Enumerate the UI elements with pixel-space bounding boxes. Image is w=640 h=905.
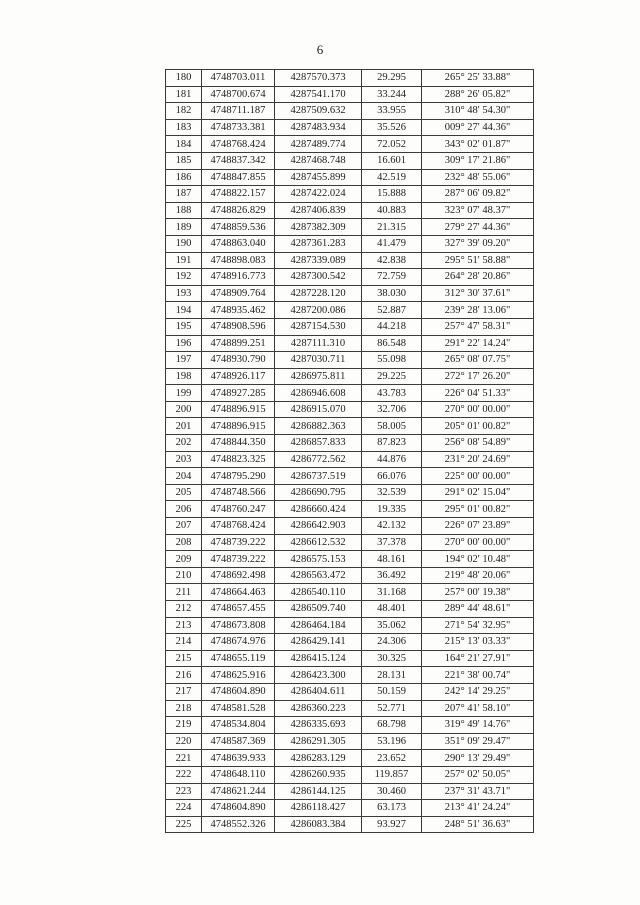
distance-cell: 42.519 bbox=[362, 169, 422, 186]
y-coordinate-cell: 4286283.129 bbox=[275, 750, 362, 767]
bearing-cell: 291° 02' 15.04" bbox=[422, 484, 534, 501]
table-row bbox=[166, 766, 534, 783]
y-coordinate-cell: 4287489.774 bbox=[275, 136, 362, 153]
table-row bbox=[166, 219, 534, 236]
distance-cell: 48.161 bbox=[362, 551, 422, 568]
x-coordinate-cell: 4748648.110 bbox=[202, 766, 275, 783]
y-coordinate-cell: 4287422.024 bbox=[275, 186, 362, 203]
point-number-cell: 208 bbox=[166, 534, 202, 551]
point-number-cell: 200 bbox=[166, 401, 202, 418]
x-coordinate-cell: 4748700.674 bbox=[202, 86, 275, 103]
bearing-cell: 271° 54' 32.95" bbox=[422, 617, 534, 634]
table-row bbox=[166, 601, 534, 618]
point-number-cell: 217 bbox=[166, 683, 202, 700]
y-coordinate-cell: 4286260.935 bbox=[275, 766, 362, 783]
bearing-cell: 279° 27' 44.36" bbox=[422, 219, 534, 236]
distance-cell: 86.548 bbox=[362, 335, 422, 352]
y-coordinate-cell: 4286423.300 bbox=[275, 667, 362, 684]
table-row bbox=[166, 119, 534, 136]
y-coordinate-cell: 4286083.384 bbox=[275, 816, 362, 833]
x-coordinate-cell: 4748899.251 bbox=[202, 335, 275, 352]
distance-cell: 52.887 bbox=[362, 302, 422, 319]
point-number-cell: 188 bbox=[166, 202, 202, 219]
x-coordinate-cell: 4748534.804 bbox=[202, 717, 275, 734]
y-coordinate-cell: 4286915.070 bbox=[275, 401, 362, 418]
table-row bbox=[166, 70, 534, 87]
distance-cell: 32.539 bbox=[362, 484, 422, 501]
table-row bbox=[166, 816, 534, 833]
table-row bbox=[166, 318, 534, 335]
table-row bbox=[166, 468, 534, 485]
bearing-cell: 237° 31' 43.71" bbox=[422, 783, 534, 800]
x-coordinate-cell: 4748837.342 bbox=[202, 152, 275, 169]
distance-cell: 87.823 bbox=[362, 435, 422, 452]
distance-cell: 50.159 bbox=[362, 683, 422, 700]
table-row bbox=[166, 302, 534, 319]
y-coordinate-cell: 4287541.170 bbox=[275, 86, 362, 103]
table-row bbox=[166, 501, 534, 518]
bearing-cell: 290° 13' 29.49" bbox=[422, 750, 534, 767]
table-row bbox=[166, 152, 534, 169]
bearing-cell: 270° 00' 00.00" bbox=[422, 534, 534, 551]
table-row bbox=[166, 269, 534, 286]
y-coordinate-cell: 4286563.472 bbox=[275, 567, 362, 584]
bearing-cell: 295° 51' 58.88" bbox=[422, 252, 534, 269]
distance-cell: 42.838 bbox=[362, 252, 422, 269]
bearing-cell: 009° 27' 44.36" bbox=[422, 119, 534, 136]
x-coordinate-cell: 4748739.222 bbox=[202, 551, 275, 568]
point-number-cell: 203 bbox=[166, 451, 202, 468]
point-number-cell: 223 bbox=[166, 783, 202, 800]
table-row bbox=[166, 717, 534, 734]
point-number-cell: 209 bbox=[166, 551, 202, 568]
bearing-cell: 226° 04' 51.33" bbox=[422, 385, 534, 402]
y-coordinate-cell: 4286575.153 bbox=[275, 551, 362, 568]
bearing-cell: 205° 01' 00.82" bbox=[422, 418, 534, 435]
bearing-cell: 219° 48' 20.06" bbox=[422, 567, 534, 584]
x-coordinate-cell: 4748916.773 bbox=[202, 269, 275, 286]
y-coordinate-cell: 4287154.530 bbox=[275, 318, 362, 335]
table-row bbox=[166, 169, 534, 186]
y-coordinate-cell: 4286660.424 bbox=[275, 501, 362, 518]
bearing-cell: 323° 07' 48.37" bbox=[422, 202, 534, 219]
bearing-cell: 343° 02' 01.87" bbox=[422, 136, 534, 153]
x-coordinate-cell: 4748859.536 bbox=[202, 219, 275, 236]
point-number-cell: 199 bbox=[166, 385, 202, 402]
bearing-cell: 164° 21' 27.91" bbox=[422, 650, 534, 667]
y-coordinate-cell: 4287111.310 bbox=[275, 335, 362, 352]
table-row bbox=[166, 335, 534, 352]
distance-cell: 93.927 bbox=[362, 816, 422, 833]
bearing-cell: 309° 17' 21.86" bbox=[422, 152, 534, 169]
bearing-cell: 265° 08' 07.75" bbox=[422, 352, 534, 369]
table-row bbox=[166, 667, 534, 684]
distance-cell: 43.783 bbox=[362, 385, 422, 402]
point-number-cell: 201 bbox=[166, 418, 202, 435]
table-row bbox=[166, 418, 534, 435]
bearing-cell: 215° 13' 03.33" bbox=[422, 634, 534, 651]
distance-cell: 15.888 bbox=[362, 186, 422, 203]
distance-cell: 52.771 bbox=[362, 700, 422, 717]
y-coordinate-cell: 4286737.519 bbox=[275, 468, 362, 485]
point-number-cell: 195 bbox=[166, 318, 202, 335]
distance-cell: 119.857 bbox=[362, 766, 422, 783]
distance-cell: 33.244 bbox=[362, 86, 422, 103]
table-row bbox=[166, 567, 534, 584]
distance-cell: 23.652 bbox=[362, 750, 422, 767]
bearing-cell: 248° 51' 36.63" bbox=[422, 816, 534, 833]
bearing-cell: 221° 38' 00.74" bbox=[422, 667, 534, 684]
distance-cell: 72.052 bbox=[362, 136, 422, 153]
y-coordinate-cell: 4286118.427 bbox=[275, 800, 362, 817]
bearing-cell: 287° 06' 09.82" bbox=[422, 186, 534, 203]
distance-cell: 44.876 bbox=[362, 451, 422, 468]
distance-cell: 66.076 bbox=[362, 468, 422, 485]
point-number-cell: 220 bbox=[166, 733, 202, 750]
bearing-cell: 257° 02' 50.05" bbox=[422, 766, 534, 783]
table-row bbox=[166, 202, 534, 219]
point-number-cell: 219 bbox=[166, 717, 202, 734]
y-coordinate-cell: 4286429.141 bbox=[275, 634, 362, 651]
point-number-cell: 198 bbox=[166, 368, 202, 385]
point-number-cell: 216 bbox=[166, 667, 202, 684]
bearing-cell: 265° 25' 33.88" bbox=[422, 70, 534, 87]
table-row bbox=[166, 518, 534, 535]
y-coordinate-cell: 4287509.632 bbox=[275, 103, 362, 120]
bearing-cell: 239° 28' 13.06" bbox=[422, 302, 534, 319]
bearing-cell: 295° 01' 00.82" bbox=[422, 501, 534, 518]
y-coordinate-cell: 4287339.089 bbox=[275, 252, 362, 269]
distance-cell: 29.295 bbox=[362, 70, 422, 87]
distance-cell: 58.005 bbox=[362, 418, 422, 435]
distance-cell: 53.196 bbox=[362, 733, 422, 750]
x-coordinate-cell: 4748703.011 bbox=[202, 70, 275, 87]
distance-cell: 19.335 bbox=[362, 501, 422, 518]
bearing-cell: 291° 22' 14.24" bbox=[422, 335, 534, 352]
point-number-cell: 196 bbox=[166, 335, 202, 352]
bearing-cell: 319° 49' 14.76" bbox=[422, 717, 534, 734]
x-coordinate-cell: 4748625.916 bbox=[202, 667, 275, 684]
point-number-cell: 184 bbox=[166, 136, 202, 153]
bearing-cell: 231° 20' 24.69" bbox=[422, 451, 534, 468]
bearing-cell: 288° 26' 05.82" bbox=[422, 86, 534, 103]
y-coordinate-cell: 4287228.120 bbox=[275, 285, 362, 302]
y-coordinate-cell: 4287406.839 bbox=[275, 202, 362, 219]
point-number-cell: 186 bbox=[166, 169, 202, 186]
x-coordinate-cell: 4748863.040 bbox=[202, 235, 275, 252]
point-number-cell: 181 bbox=[166, 86, 202, 103]
bearing-cell: 310° 48' 54.30" bbox=[422, 103, 534, 120]
table-row bbox=[166, 800, 534, 817]
point-number-cell: 183 bbox=[166, 119, 202, 136]
distance-cell: 29.225 bbox=[362, 368, 422, 385]
distance-cell: 28.131 bbox=[362, 667, 422, 684]
table-row bbox=[166, 584, 534, 601]
distance-cell: 68.798 bbox=[362, 717, 422, 734]
x-coordinate-cell: 4748760.247 bbox=[202, 501, 275, 518]
point-number-cell: 212 bbox=[166, 601, 202, 618]
point-number-cell: 204 bbox=[166, 468, 202, 485]
bearing-cell: 213° 41' 24.24" bbox=[422, 800, 534, 817]
table-row bbox=[166, 617, 534, 634]
distance-cell: 44.218 bbox=[362, 318, 422, 335]
bearing-cell: 257° 47' 58.31" bbox=[422, 318, 534, 335]
y-coordinate-cell: 4286882.363 bbox=[275, 418, 362, 435]
y-coordinate-cell: 4287468.748 bbox=[275, 152, 362, 169]
x-coordinate-cell: 4748768.424 bbox=[202, 136, 275, 153]
distance-cell: 30.460 bbox=[362, 783, 422, 800]
distance-cell: 32.706 bbox=[362, 401, 422, 418]
y-coordinate-cell: 4287382.309 bbox=[275, 219, 362, 236]
point-number-cell: 221 bbox=[166, 750, 202, 767]
point-number-cell: 194 bbox=[166, 302, 202, 319]
table-row bbox=[166, 683, 534, 700]
y-coordinate-cell: 4286690.795 bbox=[275, 484, 362, 501]
distance-cell: 72.759 bbox=[362, 269, 422, 286]
distance-cell: 21.315 bbox=[362, 219, 422, 236]
bearing-cell: 272° 17' 26.20" bbox=[422, 368, 534, 385]
distance-cell: 33.955 bbox=[362, 103, 422, 120]
y-coordinate-cell: 4286857.833 bbox=[275, 435, 362, 452]
x-coordinate-cell: 4748822.157 bbox=[202, 186, 275, 203]
x-coordinate-cell: 4748795.290 bbox=[202, 468, 275, 485]
y-coordinate-cell: 4287483.934 bbox=[275, 119, 362, 136]
x-coordinate-cell: 4748552.326 bbox=[202, 816, 275, 833]
table-row bbox=[166, 750, 534, 767]
point-number-cell: 215 bbox=[166, 650, 202, 667]
point-number-cell: 214 bbox=[166, 634, 202, 651]
y-coordinate-cell: 4286509.740 bbox=[275, 601, 362, 618]
distance-cell: 40.883 bbox=[362, 202, 422, 219]
point-number-cell: 185 bbox=[166, 152, 202, 169]
x-coordinate-cell: 4748926.117 bbox=[202, 368, 275, 385]
distance-cell: 35.062 bbox=[362, 617, 422, 634]
point-number-cell: 189 bbox=[166, 219, 202, 236]
y-coordinate-cell: 4286404.611 bbox=[275, 683, 362, 700]
y-coordinate-cell: 4286642.903 bbox=[275, 518, 362, 535]
point-number-cell: 191 bbox=[166, 252, 202, 269]
y-coordinate-cell: 4286335.693 bbox=[275, 717, 362, 734]
x-coordinate-cell: 4748898.083 bbox=[202, 252, 275, 269]
point-number-cell: 197 bbox=[166, 352, 202, 369]
x-coordinate-cell: 4748823.325 bbox=[202, 451, 275, 468]
x-coordinate-cell: 4748604.890 bbox=[202, 683, 275, 700]
coordinate-table-body bbox=[166, 70, 534, 833]
bearing-cell: 207° 41' 58.10" bbox=[422, 700, 534, 717]
x-coordinate-cell: 4748733.381 bbox=[202, 119, 275, 136]
point-number-cell: 205 bbox=[166, 484, 202, 501]
y-coordinate-cell: 4286464.184 bbox=[275, 617, 362, 634]
bearing-cell: 270° 00' 00.00" bbox=[422, 401, 534, 418]
y-coordinate-cell: 4287455.899 bbox=[275, 169, 362, 186]
x-coordinate-cell: 4748748.566 bbox=[202, 484, 275, 501]
x-coordinate-cell: 4748674.976 bbox=[202, 634, 275, 651]
table-row bbox=[166, 103, 534, 120]
bearing-cell: 327° 39' 09.20" bbox=[422, 235, 534, 252]
point-number-cell: 207 bbox=[166, 518, 202, 535]
table-row bbox=[166, 484, 534, 501]
point-number-cell: 211 bbox=[166, 584, 202, 601]
point-number-cell: 180 bbox=[166, 70, 202, 87]
x-coordinate-cell: 4748587.369 bbox=[202, 733, 275, 750]
table-row bbox=[166, 385, 534, 402]
point-number-cell: 193 bbox=[166, 285, 202, 302]
y-coordinate-cell: 4286360.223 bbox=[275, 700, 362, 717]
bearing-cell: 232° 48' 55.06" bbox=[422, 169, 534, 186]
distance-cell: 63.173 bbox=[362, 800, 422, 817]
y-coordinate-cell: 4286612.532 bbox=[275, 534, 362, 551]
page-number: 6 bbox=[316, 42, 324, 57]
table-row bbox=[166, 401, 534, 418]
x-coordinate-cell: 4748604.890 bbox=[202, 800, 275, 817]
bearing-cell: 351° 09' 29.47" bbox=[422, 733, 534, 750]
x-coordinate-cell: 4748909.764 bbox=[202, 285, 275, 302]
table-row bbox=[166, 650, 534, 667]
point-number-cell: 182 bbox=[166, 103, 202, 120]
y-coordinate-cell: 4287300.542 bbox=[275, 269, 362, 286]
bearing-cell: 264° 28' 20.86" bbox=[422, 269, 534, 286]
y-coordinate-cell: 4286975.811 bbox=[275, 368, 362, 385]
x-coordinate-cell: 4748908.596 bbox=[202, 318, 275, 335]
table-row bbox=[166, 285, 534, 302]
bearing-cell: 312° 30' 37.61" bbox=[422, 285, 534, 302]
point-number-cell: 192 bbox=[166, 269, 202, 286]
x-coordinate-cell: 4748826.829 bbox=[202, 202, 275, 219]
table-row bbox=[166, 700, 534, 717]
table-row bbox=[166, 352, 534, 369]
distance-cell: 48.401 bbox=[362, 601, 422, 618]
x-coordinate-cell: 4748768.424 bbox=[202, 518, 275, 535]
coordinate-table bbox=[165, 69, 534, 833]
x-coordinate-cell: 4748847.855 bbox=[202, 169, 275, 186]
x-coordinate-cell: 4748692.498 bbox=[202, 567, 275, 584]
y-coordinate-cell: 4286946.608 bbox=[275, 385, 362, 402]
table-row bbox=[166, 733, 534, 750]
x-coordinate-cell: 4748896.915 bbox=[202, 401, 275, 418]
x-coordinate-cell: 4748927.285 bbox=[202, 385, 275, 402]
y-coordinate-cell: 4286772.562 bbox=[275, 451, 362, 468]
distance-cell: 36.492 bbox=[362, 567, 422, 584]
y-coordinate-cell: 4286540.110 bbox=[275, 584, 362, 601]
bearing-cell: 256° 08' 54.89" bbox=[422, 435, 534, 452]
table-row bbox=[166, 368, 534, 385]
table-row bbox=[166, 451, 534, 468]
table-row bbox=[166, 235, 534, 252]
distance-cell: 16.601 bbox=[362, 152, 422, 169]
x-coordinate-cell: 4748673.808 bbox=[202, 617, 275, 634]
bearing-cell: 226° 07' 23.89" bbox=[422, 518, 534, 535]
y-coordinate-cell: 4287030.711 bbox=[275, 352, 362, 369]
table-row bbox=[166, 86, 534, 103]
y-coordinate-cell: 4287200.086 bbox=[275, 302, 362, 319]
y-coordinate-cell: 4286144.125 bbox=[275, 783, 362, 800]
bearing-cell: 242° 14' 29.25" bbox=[422, 683, 534, 700]
distance-cell: 55.098 bbox=[362, 352, 422, 369]
point-number-cell: 213 bbox=[166, 617, 202, 634]
x-coordinate-cell: 4748621.244 bbox=[202, 783, 275, 800]
bearing-cell: 257° 00' 19.38" bbox=[422, 584, 534, 601]
table-row bbox=[166, 634, 534, 651]
point-number-cell: 225 bbox=[166, 816, 202, 833]
table-row bbox=[166, 136, 534, 153]
bearing-cell: 289° 44' 48.61" bbox=[422, 601, 534, 618]
point-number-cell: 224 bbox=[166, 800, 202, 817]
distance-cell: 30.325 bbox=[362, 650, 422, 667]
y-coordinate-cell: 4286415.124 bbox=[275, 650, 362, 667]
distance-cell: 38.030 bbox=[362, 285, 422, 302]
point-number-cell: 210 bbox=[166, 567, 202, 584]
point-number-cell: 218 bbox=[166, 700, 202, 717]
distance-cell: 35.526 bbox=[362, 119, 422, 136]
table-row bbox=[166, 534, 534, 551]
point-number-cell: 190 bbox=[166, 235, 202, 252]
point-number-cell: 187 bbox=[166, 186, 202, 203]
table-row bbox=[166, 435, 534, 452]
distance-cell: 42.132 bbox=[362, 518, 422, 535]
y-coordinate-cell: 4287361.283 bbox=[275, 235, 362, 252]
table-row bbox=[166, 551, 534, 568]
distance-cell: 41.479 bbox=[362, 235, 422, 252]
bearing-cell: 225° 00' 00.00" bbox=[422, 468, 534, 485]
x-coordinate-cell: 4748896.915 bbox=[202, 418, 275, 435]
y-coordinate-cell: 4286291.305 bbox=[275, 733, 362, 750]
distance-cell: 31.168 bbox=[362, 584, 422, 601]
table-row bbox=[166, 783, 534, 800]
x-coordinate-cell: 4748930.790 bbox=[202, 352, 275, 369]
x-coordinate-cell: 4748664.463 bbox=[202, 584, 275, 601]
table-row bbox=[166, 252, 534, 269]
point-number-cell: 222 bbox=[166, 766, 202, 783]
y-coordinate-cell: 4287570.373 bbox=[275, 70, 362, 87]
x-coordinate-cell: 4748844.350 bbox=[202, 435, 275, 452]
x-coordinate-cell: 4748581.528 bbox=[202, 700, 275, 717]
distance-cell: 24.306 bbox=[362, 634, 422, 651]
x-coordinate-cell: 4748711.187 bbox=[202, 103, 275, 120]
x-coordinate-cell: 4748657.455 bbox=[202, 601, 275, 618]
x-coordinate-cell: 4748739.222 bbox=[202, 534, 275, 551]
point-number-cell: 202 bbox=[166, 435, 202, 452]
table-row bbox=[166, 186, 534, 203]
x-coordinate-cell: 4748935.462 bbox=[202, 302, 275, 319]
point-number-cell: 206 bbox=[166, 501, 202, 518]
x-coordinate-cell: 4748655.119 bbox=[202, 650, 275, 667]
distance-cell: 37.378 bbox=[362, 534, 422, 551]
x-coordinate-cell: 4748639.933 bbox=[202, 750, 275, 767]
bearing-cell: 194° 02' 10.48" bbox=[422, 551, 534, 568]
